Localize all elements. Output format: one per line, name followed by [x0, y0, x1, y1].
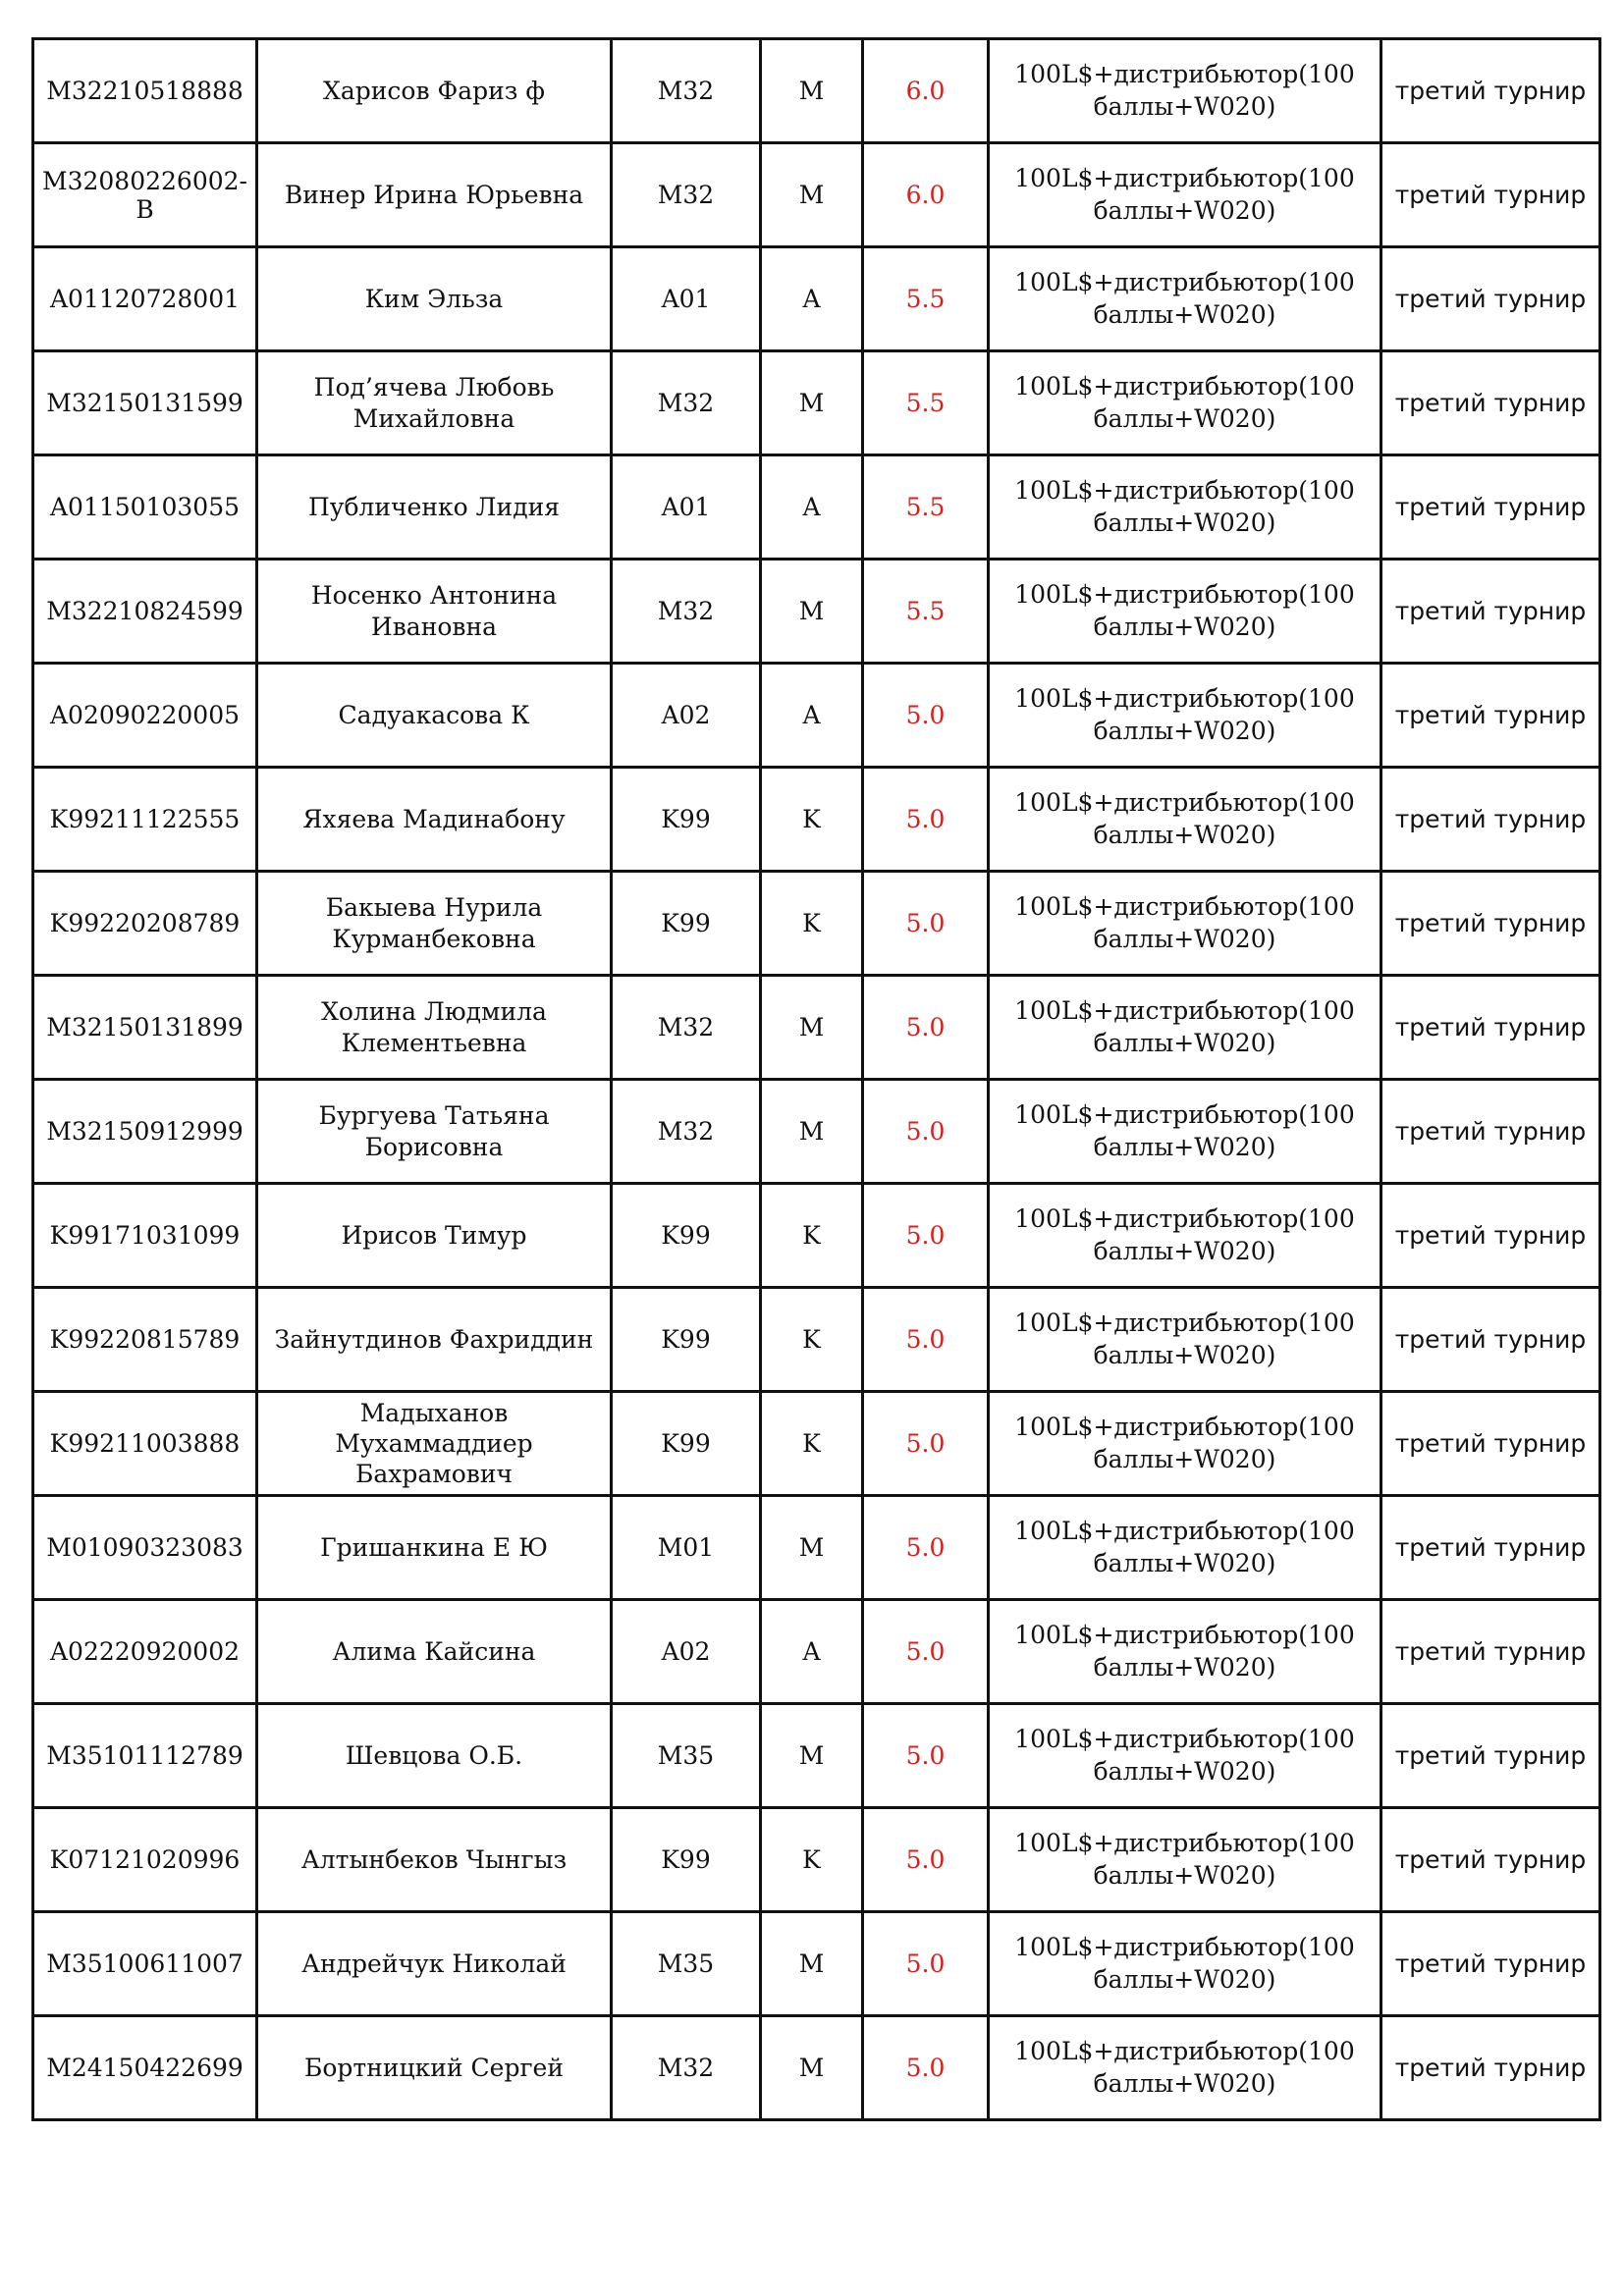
participant-name-cell: Винер Ирина Юрьевна: [257, 143, 612, 247]
group-cell: A01: [612, 247, 761, 351]
group-cell: M32: [612, 39, 761, 143]
tournament-cell: третий турнир: [1381, 1704, 1600, 1808]
participant-code-cell: K99220815789: [33, 1288, 257, 1392]
group-cell: A01: [612, 455, 761, 560]
score-cell: 5.0: [863, 1080, 989, 1184]
table-row: [33, 1496, 1600, 1600]
tournament-cell: третий турнир: [1381, 455, 1600, 560]
participant-name-cell: Шевцова О.Б.: [257, 1704, 612, 1808]
table-row: [33, 247, 1600, 351]
group-cell: M32: [612, 143, 761, 247]
tournament-cell: третий турнир: [1381, 2016, 1600, 2120]
score-cell: 5.0: [863, 1288, 989, 1392]
level-cell: K: [761, 1288, 863, 1392]
participant-code-cell: M32150912999: [33, 1080, 257, 1184]
score-cell: 5.0: [863, 1496, 989, 1600]
table-row: [33, 143, 1600, 247]
prize-cell: 100L$+дистрибьютор(100 баллы+W020): [989, 351, 1381, 455]
participant-code-cell: M32210518888: [33, 39, 257, 143]
tournament-cell: третий турнир: [1381, 1392, 1600, 1496]
tournament-cell: третий турнир: [1381, 39, 1600, 143]
tournament-cell: третий турнир: [1381, 1808, 1600, 1912]
table-row: [33, 1392, 1600, 1496]
participant-code-cell: M32150131599: [33, 351, 257, 455]
group-cell: K99: [612, 1288, 761, 1392]
participant-name-cell: Алима Кайсина: [257, 1600, 612, 1704]
prize-cell: 100L$+дистрибьютор(100 баллы+W020): [989, 1080, 1381, 1184]
table-row: [33, 1912, 1600, 2016]
group-cell: K99: [612, 1392, 761, 1496]
score-cell: 5.0: [863, 976, 989, 1080]
participant-code-cell: M01090323083: [33, 1496, 257, 1600]
table-row: [33, 39, 1600, 143]
table-row: [33, 768, 1600, 872]
participant-name-cell: Харисов Фариз ф: [257, 39, 612, 143]
table-row: [33, 1600, 1600, 1704]
group-cell: K99: [612, 768, 761, 872]
participant-name-cell: Зайнутдинов Фахриддин: [257, 1288, 612, 1392]
tournament-cell: третий турнир: [1381, 1912, 1600, 2016]
prize-cell: 100L$+дистрибьютор(100 баллы+W020): [989, 1184, 1381, 1288]
group-cell: K99: [612, 1184, 761, 1288]
participant-name-cell: Ким Эльза: [257, 247, 612, 351]
score-cell: 5.0: [863, 1704, 989, 1808]
level-cell: M: [761, 39, 863, 143]
group-cell: K99: [612, 872, 761, 976]
group-cell: K99: [612, 1808, 761, 1912]
score-cell: 5.5: [863, 247, 989, 351]
participant-code-cell: K99220208789: [33, 872, 257, 976]
results-sheet: [31, 37, 1598, 2121]
participant-name-cell: Бортницкий Сергей: [257, 2016, 612, 2120]
score-cell: 5.0: [863, 1600, 989, 1704]
participant-code-cell: A01150103055: [33, 455, 257, 560]
level-cell: M: [761, 2016, 863, 2120]
level-cell: M: [761, 351, 863, 455]
score-cell: 5.0: [863, 2016, 989, 2120]
prize-cell: 100L$+дистрибьютор(100 баллы+W020): [989, 1912, 1381, 2016]
prize-cell: 100L$+дистрибьютор(100 баллы+W020): [989, 664, 1381, 768]
prize-cell: 100L$+дистрибьютор(100 баллы+W020): [989, 2016, 1381, 2120]
tournament-cell: третий турнир: [1381, 1496, 1600, 1600]
score-cell: 6.0: [863, 39, 989, 143]
prize-cell: 100L$+дистрибьютор(100 баллы+W020): [989, 1600, 1381, 1704]
table-row: [33, 1288, 1600, 1392]
level-cell: M: [761, 1912, 863, 2016]
table-row: [33, 2016, 1600, 2120]
group-cell: M32: [612, 560, 761, 664]
score-cell: 5.5: [863, 351, 989, 455]
tournament-cell: третий турнир: [1381, 768, 1600, 872]
participant-name-cell: Яхяева Мадинабону: [257, 768, 612, 872]
group-cell: M32: [612, 351, 761, 455]
participant-name-cell: Бакыева Нурила Курманбековна: [257, 872, 612, 976]
group-cell: M32: [612, 2016, 761, 2120]
participant-name-cell: Ирисов Тимур: [257, 1184, 612, 1288]
table-row: [33, 1080, 1600, 1184]
tournament-cell: третий турнир: [1381, 247, 1600, 351]
group-cell: M32: [612, 976, 761, 1080]
participant-name-cell: Бургуева Татьяна Борисовна: [257, 1080, 612, 1184]
participant-name-cell: Мадыханов Мухаммаддиер Бахрамович: [257, 1392, 612, 1496]
table-row: [33, 1184, 1600, 1288]
level-cell: A: [761, 664, 863, 768]
prize-cell: 100L$+дистрибьютор(100 баллы+W020): [989, 39, 1381, 143]
score-cell: 5.5: [863, 560, 989, 664]
table-row: [33, 664, 1600, 768]
participant-name-cell: Алтынбеков Чынгыз: [257, 1808, 612, 1912]
participant-code-cell: K07121020996: [33, 1808, 257, 1912]
prize-cell: 100L$+дистрибьютор(100 баллы+W020): [989, 455, 1381, 560]
participant-code-cell: M35100611007: [33, 1912, 257, 2016]
table-row: [33, 976, 1600, 1080]
level-cell: A: [761, 455, 863, 560]
tournament-cell: третий турнир: [1381, 1080, 1600, 1184]
prize-cell: 100L$+дистрибьютор(100 баллы+W020): [989, 1392, 1381, 1496]
prize-cell: 100L$+дистрибьютор(100 баллы+W020): [989, 768, 1381, 872]
level-cell: M: [761, 1496, 863, 1600]
prize-cell: 100L$+дистрибьютор(100 баллы+W020): [989, 560, 1381, 664]
tournament-cell: третий турнир: [1381, 1600, 1600, 1704]
participant-code-cell: K99211003888: [33, 1392, 257, 1496]
tournament-cell: третий турнир: [1381, 560, 1600, 664]
prize-cell: 100L$+дистрибьютор(100 баллы+W020): [989, 872, 1381, 976]
participant-code-cell: M35101112789: [33, 1704, 257, 1808]
group-cell: A02: [612, 664, 761, 768]
score-cell: 5.0: [863, 768, 989, 872]
table-row: [33, 455, 1600, 560]
level-cell: A: [761, 247, 863, 351]
participant-code-cell: M32080226002-B: [33, 143, 257, 247]
score-cell: 5.0: [863, 664, 989, 768]
tournament-cell: третий турнир: [1381, 351, 1600, 455]
participant-name-cell: Холина Людмила Клементьевна: [257, 976, 612, 1080]
participant-name-cell: Андрейчук Николай: [257, 1912, 612, 2016]
group-cell: M01: [612, 1496, 761, 1600]
participant-name-cell: Гришанкина Е Ю: [257, 1496, 612, 1600]
participant-name-cell: Под’ячева Любовь Михайловна: [257, 351, 612, 455]
score-cell: 6.0: [863, 143, 989, 247]
level-cell: A: [761, 1600, 863, 1704]
participant-code-cell: M32210824599: [33, 560, 257, 664]
prize-cell: 100L$+дистрибьютор(100 баллы+W020): [989, 976, 1381, 1080]
level-cell: K: [761, 1392, 863, 1496]
tournament-cell: третий турнир: [1381, 976, 1600, 1080]
level-cell: K: [761, 872, 863, 976]
score-cell: 5.5: [863, 455, 989, 560]
participant-name-cell: Садуакасова К: [257, 664, 612, 768]
participant-code-cell: M24150422699: [33, 2016, 257, 2120]
results-table-body: [33, 39, 1600, 2120]
prize-cell: 100L$+дистрибьютор(100 баллы+W020): [989, 1288, 1381, 1392]
group-cell: M32: [612, 1080, 761, 1184]
score-cell: 5.0: [863, 872, 989, 976]
participant-code-cell: A02090220005: [33, 664, 257, 768]
participant-code-cell: A02220920002: [33, 1600, 257, 1704]
prize-cell: 100L$+дистрибьютор(100 баллы+W020): [989, 1496, 1381, 1600]
results-table: [31, 37, 1601, 2121]
table-row: [33, 872, 1600, 976]
table-row: [33, 1704, 1600, 1808]
participant-code-cell: K99211122555: [33, 768, 257, 872]
prize-cell: 100L$+дистрибьютор(100 баллы+W020): [989, 143, 1381, 247]
level-cell: K: [761, 1808, 863, 1912]
tournament-cell: третий турнир: [1381, 664, 1600, 768]
group-cell: M35: [612, 1704, 761, 1808]
table-row: [33, 1808, 1600, 1912]
score-cell: 5.0: [863, 1184, 989, 1288]
level-cell: M: [761, 976, 863, 1080]
tournament-cell: третий турнир: [1381, 1184, 1600, 1288]
level-cell: K: [761, 1184, 863, 1288]
tournament-cell: третий турнир: [1381, 1288, 1600, 1392]
group-cell: M35: [612, 1912, 761, 2016]
level-cell: M: [761, 1080, 863, 1184]
score-cell: 5.0: [863, 1912, 989, 2016]
tournament-cell: третий турнир: [1381, 872, 1600, 976]
score-cell: 5.0: [863, 1392, 989, 1496]
participant-name-cell: Публиченко Лидия: [257, 455, 612, 560]
participant-code-cell: M32150131899: [33, 976, 257, 1080]
table-row: [33, 351, 1600, 455]
participant-code-cell: K99171031099: [33, 1184, 257, 1288]
level-cell: M: [761, 560, 863, 664]
level-cell: M: [761, 1704, 863, 1808]
level-cell: M: [761, 143, 863, 247]
prize-cell: 100L$+дистрибьютор(100 баллы+W020): [989, 1704, 1381, 1808]
prize-cell: 100L$+дистрибьютор(100 баллы+W020): [989, 1808, 1381, 1912]
prize-cell: 100L$+дистрибьютор(100 баллы+W020): [989, 247, 1381, 351]
group-cell: A02: [612, 1600, 761, 1704]
participant-code-cell: A01120728001: [33, 247, 257, 351]
tournament-cell: третий турнир: [1381, 143, 1600, 247]
participant-name-cell: Носенко Антонина Ивановна: [257, 560, 612, 664]
score-cell: 5.0: [863, 1808, 989, 1912]
level-cell: K: [761, 768, 863, 872]
table-row: [33, 560, 1600, 664]
